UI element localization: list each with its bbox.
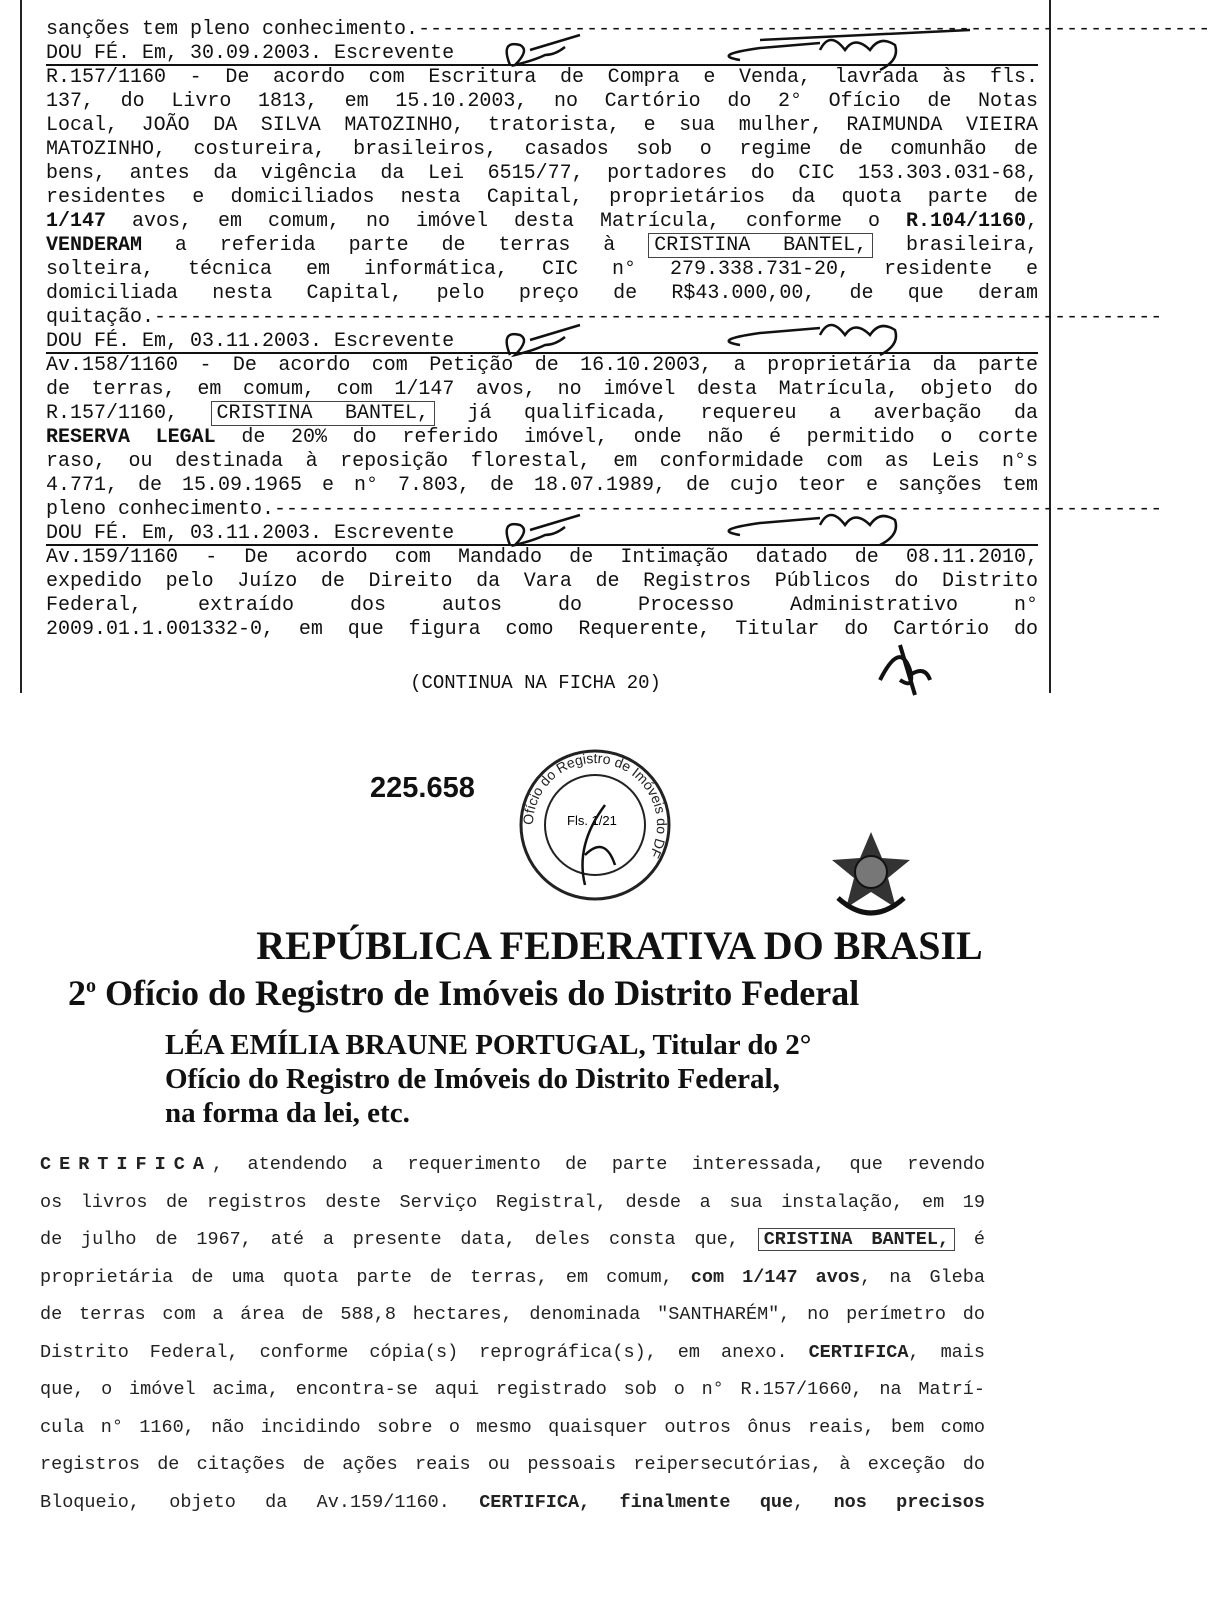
text-line: [46, 354, 1038, 378]
text-segment: proprietária de uma quota parte de terras, em comum,: [40, 1266, 691, 1288]
text-line: [46, 114, 1038, 138]
text-segment: CERTIFICA: [808, 1341, 909, 1363]
text-segment: é: [955, 1229, 985, 1250]
text-line: [46, 162, 1038, 186]
dash-filler: ------------------------------------------------------------------------------------: [154, 306, 1163, 329]
text-line: [46, 306, 1163, 330]
text-segment: bens, antes da vigência da Lei 6515/77, portadores do CIC 153.303.031-68,: [46, 162, 1038, 185]
text-line: [40, 1484, 985, 1522]
registry-seal-icon: [515, 745, 675, 905]
text-segment: DOU FÉ. Em, 03.11.2003. Escrevente: [46, 330, 455, 353]
text-segment: MATOZINHO, costureira, brasileiros, casados sob o regime de comunhão de: [46, 138, 1038, 161]
office-title: [68, 972, 859, 1014]
text-line: [46, 186, 1038, 210]
dash-filler: ------------------------------------------------------------------: [418, 18, 1210, 41]
office-name: Ofício do Registro de Imóveis do Distrito Federal: [96, 973, 860, 1013]
text-line: [40, 1371, 985, 1409]
titular-line: LÉA EMÍLIA BRAUNE PORTUGAL, Titular do 2°: [165, 1029, 812, 1061]
seal-text: Ofício do Registro de Imóveis do DF: [519, 749, 671, 861]
text-line: [46, 282, 1038, 306]
certificate-number: 225.658: [370, 772, 475, 804]
text-line: [46, 330, 1038, 354]
text-line: [40, 1259, 985, 1297]
office-number: 2: [68, 973, 86, 1013]
text-segment: DOU FÉ. Em, 03.11.2003. Escrevente: [46, 522, 455, 545]
text-line: [40, 1409, 985, 1447]
coat-of-arms-icon: [828, 828, 914, 920]
text-segment: 1/147: [46, 210, 107, 233]
text-line: [40, 1446, 985, 1484]
text-line: [46, 258, 1038, 282]
registry-entries: [46, 18, 1210, 642]
text-line: [46, 498, 1163, 522]
titular-line: na forma da lei, etc.: [165, 1097, 410, 1129]
text-segment: , na Gleba: [860, 1266, 985, 1288]
text-line: [46, 378, 1038, 402]
text-segment: a referida parte de terras à: [142, 234, 649, 257]
text-segment: 2009.01.1.001332-0, em que figura como Requerente, Titular do Cartório do: [46, 618, 1038, 641]
text-segment: 4.771, de 15.09.1965 e n° 7.803, de 18.07.1989, de cujo teor e sanções tem: [46, 474, 1038, 497]
text-segment: R.157/1160 - De acordo com Escritura de Compra e Venda, lavrada às fls.: [46, 66, 1038, 89]
certifica-heading: CERTIFICA: [40, 1154, 212, 1175]
ordinal-mark: o: [86, 975, 96, 997]
registry-sheet: [20, 0, 1210, 694]
text-segment: Av.158/1160 - De acordo com Petição de 16.10.2003, a proprietária da parte: [46, 354, 1038, 377]
certificate-body: [40, 1146, 985, 1521]
text-segment: Local, JOÃO DA SILVA MATOZINHO, tratorista, e sua mulher, RAIMUNDA VIEIRA: [46, 114, 1038, 137]
text-segment: , atendendo a requerimento de parte interessada, que revendo: [211, 1154, 985, 1175]
text-segment: de julho de 1967, até a presente data, deles consta que,: [40, 1229, 758, 1250]
text-segment: ,: [1025, 210, 1038, 233]
svg-text:Ofício do Registro de Imóveis: [520, 750, 670, 861]
text-segment: Bloqueio, objeto da Av.159/1160.: [40, 1491, 480, 1513]
text-line: [46, 90, 1038, 114]
text-line: [46, 546, 1038, 570]
text-line: [46, 426, 1038, 450]
text-line: [46, 18, 1210, 42]
text-segment: VENDERAM: [46, 234, 143, 257]
text-segment: R.157/1160,: [46, 402, 211, 425]
text-segment: que, o imóvel acima, encontra-se aqui registrado sob o n° R.157/1660, na Matrí-: [40, 1379, 985, 1400]
text-segment: quitação.: [46, 306, 155, 329]
text-line: [40, 1146, 985, 1184]
text-line: [46, 570, 1038, 594]
titular-block: [165, 1028, 811, 1130]
text-line: [46, 618, 1038, 642]
text-segment: 137, do Livro 1813, em 15.10.2003, no Cartório do 2° Ofício de Notas: [46, 90, 1038, 113]
text-segment: já qualificada, requereu a averbação da: [435, 402, 1039, 425]
text-segment: raso, ou destinada à reposição florestal, em conformidade com as Leis n°s: [46, 450, 1038, 473]
text-segment: ,: [793, 1491, 834, 1513]
text-segment: DOU FÉ. Em, 30.09.2003. Escrevente: [46, 42, 455, 65]
text-segment: , mais: [908, 1341, 985, 1363]
text-line: [46, 210, 1038, 234]
text-segment: registros de citações de ações reais ou pessoais reipersecutórias, à exceção do: [40, 1454, 985, 1475]
text-segment: de 20% do referido imóvel, onde não é permitido o corte: [215, 426, 1039, 449]
text-line: [46, 66, 1038, 90]
text-segment: brasileira,: [873, 234, 1038, 257]
text-line: [46, 450, 1038, 474]
text-line: [40, 1184, 985, 1222]
text-line: [46, 474, 1038, 498]
text-line: [40, 1334, 985, 1372]
text-segment: Distrito Federal, conforme cópia(s) reprográfica(s), em anexo.: [40, 1341, 809, 1363]
text-line: [46, 594, 1038, 618]
text-segment: domiciliada nesta Capital, pelo preço de R$43.000,00, de que deram: [46, 282, 1038, 305]
text-segment: os livros de registros deste Serviço Registral, desde a sua instalação, em 19: [40, 1191, 985, 1213]
text-segment: avos, em comum, no imóvel desta Matrícula, conforme o: [106, 210, 906, 233]
dash-filler: --------------------------------------------------------------------------: [274, 498, 1163, 521]
highlighted-name: CRISTINA BANTEL,: [758, 1228, 955, 1251]
text-segment: pleno conhecimento.: [46, 498, 275, 521]
text-segment: RESERVA LEGAL: [46, 426, 216, 449]
text-segment: de terras com a área de 588,8 hectares, denominada "SANTHARÉM", no perímetro do: [40, 1304, 985, 1325]
continuation-note: (CONTINUA NA FICHA 20): [410, 672, 661, 694]
text-segment: R.104/1160: [905, 210, 1026, 233]
seal-page: Fls. 1/21: [567, 813, 617, 828]
text-segment: com 1/147 avos: [690, 1266, 861, 1288]
text-line: [40, 1296, 985, 1334]
text-segment: CERTIFICA, finalmente que: [479, 1491, 794, 1513]
highlighted-name: CRISTINA BANTEL,: [211, 401, 436, 426]
text-segment: sanções tem pleno conhecimento.: [46, 18, 419, 41]
text-line: [40, 1221, 985, 1259]
text-line: [46, 234, 1038, 258]
text-line: [46, 42, 1038, 66]
text-segment: de terras, em comum, com 1/147 avos, no imóvel desta Matrícula, objeto do: [46, 378, 1038, 401]
text-segment: solteira, técnica em informática, CIC n° 279.338.731-20, residente e: [46, 258, 1038, 281]
text-line: [46, 138, 1038, 162]
text-segment: nos precisos: [833, 1491, 985, 1513]
document-title: REPÚBLICA FEDERATIVA DO BRASIL: [256, 923, 983, 968]
titular-line: Ofício do Registro de Imóveis do Distrito Federal,: [165, 1063, 780, 1095]
highlighted-name: CRISTINA BANTEL,: [648, 233, 873, 258]
text-segment: cula n° 1160, não incidindo sobre o mesmo quaisquer outros ônus reais, bem como: [40, 1416, 985, 1438]
text-line: [46, 402, 1038, 426]
text-segment: residentes e domiciliados nesta Capital, proprietários da quota parte de: [46, 186, 1038, 209]
text-segment: Av.159/1160 - De acordo com Mandado de Intimação datado de 08.11.2010,: [46, 546, 1038, 569]
text-segment: expedido pelo Juízo de Direito da Vara de Registros Públicos do Distrito: [46, 570, 1038, 593]
text-line: [46, 522, 1038, 546]
text-segment: Federal, extraído dos autos do Processo Administrativo n°: [46, 594, 1038, 617]
